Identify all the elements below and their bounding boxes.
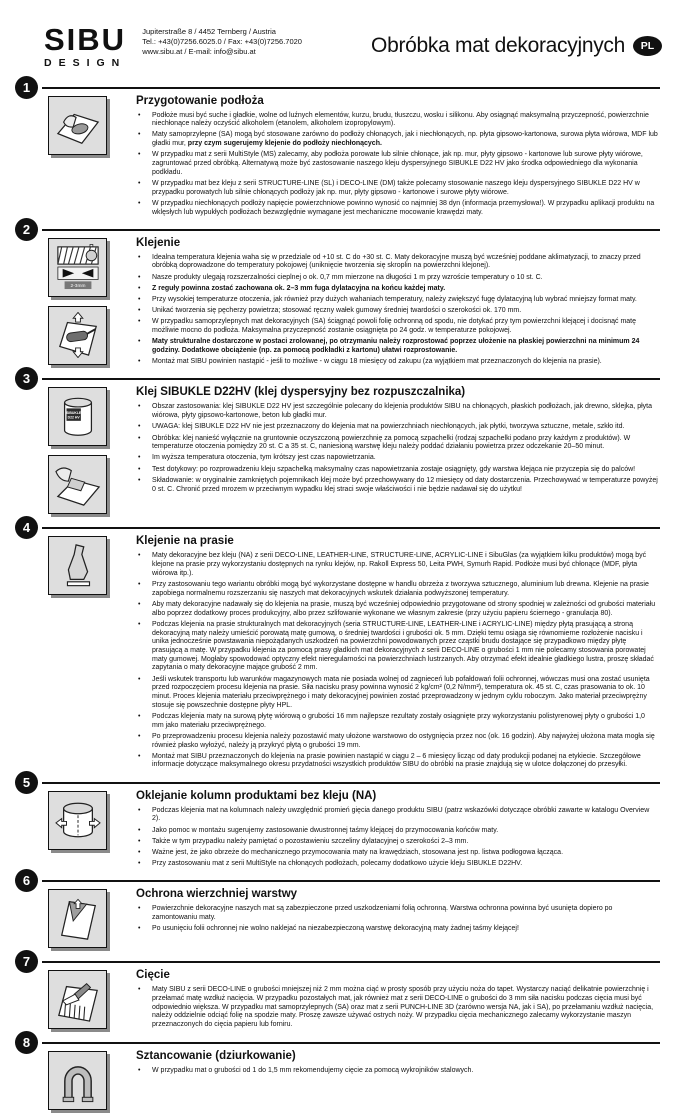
bullet-text: Unikać tworzenia się pęcherzy powietrza; stosować ręczny wałek gumowy średniej twardości o szerokości ok. 170 mm.	[152, 307, 660, 316]
section-number: 3	[15, 367, 38, 390]
bullet-item	[136, 296, 660, 305]
section-number: 1	[15, 76, 38, 99]
section-content	[136, 231, 660, 370]
section-content	[136, 784, 660, 872]
bullet-item	[136, 860, 660, 869]
bullet-text: Powierzchnie dekoracyjne naszych mat są zabezpieczone przed uszkodzeniami folią ochronną. Warstwa ochronna powinna być usunięta dopiero po zamontowaniu maty.	[152, 905, 660, 922]
bullet-item	[136, 358, 660, 367]
section-icons	[42, 963, 136, 1033]
icon-box	[48, 791, 107, 850]
dilatation-gap-thermometer-icon	[55, 244, 101, 290]
bullet-marker: •	[136, 827, 152, 836]
bullet-item	[136, 285, 660, 294]
section-number: 5	[15, 771, 38, 794]
bullet-item	[136, 581, 660, 598]
section-content	[136, 89, 660, 220]
bullet-text: Z reguły powinna zostać zachowana ok. 2–3 mm fuga dylatacyjna na końcu każdej maty.	[152, 285, 660, 294]
bullet-text: Po usunięciu folii ochronnej nie wolno naklejać na niezabezpieczoną warstwę dekoracyjną maty żadnej taśmy klejącej!	[152, 925, 660, 934]
bullet-text: Składowanie: w oryginalnie zamkniętych pojemnikach klej może być przechowywany do 12 miesięcy od daty dostarczenia. Przechowywać w temperaturze powyżej 0 st. C. Chronić przed mrozem w przeciwnym wypadku klej straci swoje właściwości i nie będzie nadawał się do użytku!	[152, 477, 660, 494]
bullet-text: Obróbka: klej nanieść wyłącznie na gruntownie oczyszczoną powierzchnię za pomocą szpachelki (rodzaj szpachelki podano przy każdym z produktów). W temperaturze otoczenia pomiędzy 20 st. C a 35 st. C, naniesioną warstwę kleju należy poddać działaniu powietrza przez odczekanie 20–50 minut.	[152, 435, 660, 452]
bullet-item	[136, 435, 660, 452]
svg-text:D22 HV: D22 HV	[67, 416, 80, 420]
bullet-marker: •	[136, 733, 152, 750]
bullet-item	[136, 986, 660, 1030]
bullet-marker: •	[136, 307, 152, 316]
bullet-text: Maty strukturalne dostarczone w postaci zrolowanej, po otrzymaniu należy rozprostować poprzez ułożenie na płaskiej powierzchni na minimum 24 godziny. Dodatkowe obciążenie (np. za pomocą podkładki z kartonu) ułatwi rozprostowanie.	[152, 338, 660, 355]
bullet-marker: •	[136, 621, 152, 673]
bullet-marker: •	[136, 1067, 152, 1076]
bullet-text: Im wyższa temperatura otoczenia, tym krótszy jest czas napowietrzania.	[152, 454, 660, 463]
bullet-marker: •	[136, 477, 152, 494]
bullet-text: Podczas klejenia maty na surową płytę wiórową o grubości 16 mm najlepsze rezultaty zostały osiągnięte przy wykorzystaniu polistyrenowej płyty o grubości 1,0 mm jako materiału przeciwprężnego.	[152, 713, 660, 730]
section-number: 4	[15, 516, 38, 539]
icon-box	[48, 455, 107, 514]
bullet-item	[136, 338, 660, 355]
bullet-item	[136, 180, 660, 197]
bullet-item	[136, 713, 660, 730]
section-bullets	[136, 552, 660, 770]
icon-box	[48, 970, 107, 1029]
sections	[42, 87, 660, 1114]
bullet-marker: •	[136, 435, 152, 452]
icon-box	[48, 96, 107, 155]
section-bullets	[136, 807, 660, 869]
section	[42, 378, 660, 518]
bullet-text: Podczas klejenia na prasie strukturalnych mat dekoracyjnych (seria STRUCTURE-LINE, LEATHER-LINE i ACRYLIC-LINE) między płytą prasującą a stroną dekoracyjną maty należy umieścić porowatą matę gumową, o średniej twardości i grubości ok. 5 mm. Dzięki temu osiąga się równomierne rozłożenie nacisku i unika jednocześnie powstawania niepożądanych uszkodzeń na powierzchni powodowanych przez cząstki brudu dostające się przypadkowo między płytę prasującą a matę. W przypadku klejenia za pomocą prasy gładkich mat dekoracyjnych z serii DECO-LINE o grubości 1 mm nie polecamy stosowania porowatej maty gumowej. Mogłaby spowodować optyczny efekt nieregularności na powierzchniach lustrzanych. Aby otrzymać efekt idealnie gładkiego lustra, proszę składać zapytania o maty dekoracyjne mające grubość 2 mm.	[152, 621, 660, 673]
bullet-text: W przypadku niechłonących podłoży napięcie powierzchniowe powinno wynosić co najmniej 38 dyn (informacja przemysłowa!). W przypadku aplikacji produktu na wklęsłych lub wypukłych podłożach bezwzględnie wymagane jest mechaniczne mocowanie krawędzi maty.	[152, 200, 660, 217]
glue-press-icon	[55, 543, 101, 589]
icon-box	[48, 1051, 107, 1110]
bullet-text: Aby maty dekoracyjne nadawały się do klejenia na prasie, muszą być wcześniej odpowiednio przygotowane od strony spodniej w zależności od grubości materiału albo poprzez dodatkowy proces produkcyjny, albo przez szlifowanie wykonane we własnym zakresie (przy użyciu papieru ściernego - granulacja 80).	[152, 601, 660, 618]
bullet-item	[136, 131, 660, 148]
bullet-marker: •	[136, 905, 152, 922]
bullet-marker: •	[136, 318, 152, 335]
svg-text:SIBUKLE: SIBUKLE	[66, 411, 82, 415]
section-title: Sztancowanie (dziurkowanie)	[136, 1050, 660, 1062]
bullet-item	[136, 905, 660, 922]
spatula-spreading-icon	[55, 462, 101, 508]
bullet-marker: •	[136, 552, 152, 578]
bullet-text: W przypadku samoprzylepnych mat dekoracyjnych (SA) ściągnąć powoli folię ochronną od spodu, nie dotykać przy tym powierzchni klejącej i docisnąć matę możliwie mocno do podłoża. Maksymalna przyczepność zostanie osiągnięta po 24 godz. w temperaturze pokojowej.	[152, 318, 660, 335]
page-header	[0, 0, 688, 77]
section-title: Ochrona wierzchniej warstwy	[136, 888, 660, 900]
logo-text: SIBU	[44, 24, 126, 55]
bullet-marker: •	[136, 151, 152, 177]
section-bullets	[136, 905, 660, 934]
bullet-item	[136, 753, 660, 770]
bullet-item	[136, 849, 660, 858]
bullet-marker: •	[136, 180, 152, 197]
section-bullets	[136, 403, 660, 494]
section-title: Klejenie	[136, 237, 660, 249]
bullet-text: W przypadku mat o grubości od 1 do 1,5 mm rekomendujemy cięcie za pomocą wykrojników stalowych.	[152, 1067, 660, 1076]
bullet-text: Obszar zastosowania: klej SIBUKLE D22 HV jest szczególnie polecany do klejenia produktów SIBU na chłonących, płaskich podłożach, jak drewno, sklejka, płyta wiórowa, płyty gipsowo-kartonowe, beton lub gładki mur.	[152, 403, 660, 420]
bullet-text: Montaż mat SIBU przeznaczonych do klejenia na prasie powinien nastąpić w ciągu 2 – 6 miesięcy licząc od daty produkcji podanej na etykiecie. Szczegółowe informacje dotyczące maksymalnego okresu przydatności wszystkich produktów SIBU do obróbki na prasie znajdują się w ulotce dołączonej do przesyłki.	[152, 753, 660, 770]
bullet-item	[136, 827, 660, 836]
bullet-text: Maty SIBU z serii DECO-LINE o grubości mniejszej niż 2 mm można ciąć w prosty sposób przy użyciu noża do tapet. Wystarczy naciąć delikatnie powierzchnię i przełamać matę wzdłuż nacięcia. W przypadku pozostałych mat, jak również mat z serii DECO-LINE o grubości do 3 mm siła nacisku podczas cięcia musi być odpowiednio większa. W przypadku mat samoprzylepnych (SA) oraz mat z serii PUNCH-LINE 3D (zarówno wersja NA, jak i SA), po przełamaniu wzdłuż nacięcia, należy oddzielnie odciąć folię na spodzie maty. Proszę zawsze używać ostrych noży. W przypadku cięcia mechanicznego zalecamy wykorzystanie maszyn przeznaczonych do cięcia papieru lub forniru.	[152, 986, 660, 1030]
icon-box	[48, 238, 107, 297]
bullet-item	[136, 1067, 660, 1076]
section-icons	[42, 231, 136, 370]
bullet-marker: •	[136, 274, 152, 283]
glue-can-icon	[55, 394, 101, 440]
bullet-marker: •	[136, 466, 152, 475]
bullet-marker: •	[136, 403, 152, 420]
bullet-text: W przypadku mat bez kleju z serii STRUCTURE-LINE (SL) i DECO-LINE (DM) także polecamy stosowanie naszego kleju dyspersyjnego SIBUKLE D22 HV w przypadku porowatych lub silnie chłonących podłoży jak np. mur, płyty gipsowo - kartonowe i surowe płyty wiórowe.	[152, 180, 660, 197]
section-title: Klej SIBUKLE D22HV (klej dyspersyjny bez rozpuszczalnika)	[136, 386, 660, 398]
bullet-item	[136, 601, 660, 618]
bullet-text: W przypadku mat z serii MultiStyle (MS) zalecamy, aby podłoża porowate lub silnie chłonące, jak np. mur, płyty gipsowo - kartonowe lub surowe płyty wiórowe, zagruntować przed obróbką. Alternatywą może być zastosowanie naszego kleju dyspersyjnego SIBUKLE D22 HV jako środka odpowiedniego dla wykonania podkładu.	[152, 151, 660, 177]
bullet-item	[136, 254, 660, 271]
bullet-item	[136, 307, 660, 316]
bullet-text: Przy zastosowaniu mat z serii MultiStyle na chłonących podłożach, polecamy dodatkowo użycie kleju SIBUKLE D22HV.	[152, 860, 660, 869]
section-number: 8	[15, 1031, 38, 1054]
address-line: Tel.: +43(0)7256.6025.0 / Fax: +43(0)7256.7020	[142, 37, 302, 47]
bullet-text: Montaż mat SIBU powinien nastąpić - jeśli to możliwe - w ciągu 18 miesięcy od zakupu (za wyjątkiem mat przeznaczonych do klejenia na prasie).	[152, 358, 660, 367]
bullet-marker: •	[136, 112, 152, 129]
section	[42, 229, 660, 370]
column-wrap-icon	[55, 797, 101, 843]
bullet-text: Jako pomoc w montażu sugerujemy zastosowanie dwustronnej taśmy klejącej do przymocowania końców maty.	[152, 827, 660, 836]
bullet-item	[136, 807, 660, 824]
icon-box	[48, 536, 107, 595]
svg-text:2-3mm: 2-3mm	[70, 283, 85, 289]
bullet-text: Test dotykowy: po rozprowadzeniu kleju szpachelką maksymalny czas napowietrzania zostaje osiągnięty, gdy warstwa klejąca nie przyczepia się do palców!	[152, 466, 660, 475]
bullet-item	[136, 676, 660, 711]
section-icons	[42, 882, 136, 952]
bullet-marker: •	[136, 753, 152, 770]
bullet-item	[136, 925, 660, 934]
bullet-marker: •	[136, 254, 152, 271]
section-bullets	[136, 986, 660, 1030]
icon-box	[48, 387, 107, 446]
section-content	[136, 380, 660, 518]
bullet-marker: •	[136, 296, 152, 305]
bullet-marker: •	[136, 200, 152, 217]
section-title: Przygotowanie podłoża	[136, 95, 660, 107]
section	[42, 961, 660, 1033]
section	[42, 1042, 660, 1114]
bullet-marker: •	[136, 131, 152, 148]
bullet-marker: •	[136, 358, 152, 367]
bullet-marker: •	[136, 713, 152, 730]
company-address	[142, 24, 302, 57]
section-bullets	[136, 112, 660, 218]
bullet-marker: •	[136, 849, 152, 858]
bullet-marker: •	[136, 838, 152, 847]
bullet-text: Podłoże musi być suche i gładkie, wolne od luźnych elementów, kurzu, brudu, tłuszczu, wosku i silikonu. Aby osiągnąć maksymalną przyczepność, powierzchnie niechłonące należy oczyścić alkoholem (etanolem, alkoholem izopropylowym).	[152, 112, 660, 129]
bullet-marker: •	[136, 338, 152, 355]
language-badge: PL	[633, 36, 662, 56]
section-content	[136, 963, 660, 1033]
bullet-item	[136, 733, 660, 750]
bullet-marker: •	[136, 581, 152, 598]
bullet-item	[136, 112, 660, 129]
cutting-knife-icon	[55, 977, 101, 1023]
bullet-marker: •	[136, 676, 152, 711]
bullet-marker: •	[136, 601, 152, 618]
bullet-marker: •	[136, 423, 152, 432]
icon-box	[48, 306, 107, 365]
section-content	[136, 882, 660, 952]
section-number: 6	[15, 869, 38, 892]
section-icons	[42, 784, 136, 872]
bullet-marker: •	[136, 860, 152, 869]
sibu-logo	[44, 24, 126, 69]
section-bullets	[136, 1067, 660, 1076]
section	[42, 527, 660, 772]
bullet-text: Nasze produkty ulegają rozszerzalności cieplnej o ok. 0,7 mm mierzone na długości 1 m przy wzroście temperatury o 10 st. C.	[152, 274, 660, 283]
logo-subtext: DESIGN	[44, 58, 126, 69]
section-content	[136, 529, 660, 772]
section-number: 2	[15, 218, 38, 241]
bullet-text: Idealna temperatura klejenia waha się w przedziale od +10 st. C do +30 st. C. Maty dekoracyjne muszą być wcześniej poddane aklimatyzacji, to znaczy przed obróbką doprowadzone do temperatury pokojowej (uniknięcie tworzenia się skroplin na powierzchni klejonej).	[152, 254, 660, 271]
section-title: Oklejanie kolumn produktami bez kleju (NA)	[136, 790, 660, 802]
bullet-item	[136, 151, 660, 177]
bullet-marker: •	[136, 925, 152, 934]
bullet-text: Ważne jest, że jako obrzeże do mechanicznego przymocowania maty na krawędziach, stosowana jest np. listwa podłogowa łącząca.	[152, 849, 660, 858]
bullet-text: Maty dekoracyjne bez kleju (NA) z serii DECO-LINE, LEATHER-LINE, STRUCTURE-LINE, ACRYLIC-LINE i SibuGlas (za wyjątkiem kilku produktów) mogą być klejone na prasie przy wykorzystaniu dostępnych na rynku klejów, np. Rakoll Express 50, Leita PWH, Symurh Rapid. Podłoże musi być chłonące (MDF, płyta wiórowa itp.).	[152, 552, 660, 578]
bullet-item	[136, 454, 660, 463]
bullet-item	[136, 477, 660, 494]
address-line: Jupiterstraße 8 / 4452 Ternberg / Austria	[142, 27, 302, 37]
bullet-item	[136, 423, 660, 432]
bullet-item	[136, 621, 660, 673]
rubber-roller-icon	[55, 312, 101, 358]
bullet-item	[136, 318, 660, 335]
section-bullets	[136, 254, 660, 367]
bullet-marker: •	[136, 454, 152, 463]
bullet-text: Podczas klejenia mat na kolumnach należy uwzględnić promień gięcia danego produktu SIBU (patrz wskazówki dotyczące obróbki zawarte w katalogu Overview 2).	[152, 807, 660, 824]
section-content	[136, 1044, 660, 1114]
section	[42, 880, 660, 952]
title-area	[371, 24, 662, 58]
bullet-marker: •	[136, 807, 152, 824]
bullet-item	[136, 838, 660, 847]
bullet-item	[136, 552, 660, 578]
hand-wiping-icon	[55, 102, 101, 148]
section-title: Cięcie	[136, 969, 660, 981]
bullet-marker: •	[136, 285, 152, 294]
bullet-text: Jeśli wskutek transportu lub warunków magazynowych mata nie posiada wolnej od zagnieceń lub pofałdowań folii ochronnej, wówczas musi ona zostać usunięta przed rozpoczęciem procesu klejenia na prasie. Siła nacisku prasy powinna wynosić 2 kg/cm² (0,2 N/mm²), temperatura ok. 45 st. C, czas prasowania to ok. 10 minut. Proces klejenia materiału przeciwprężnego i maty dekoracyjnej powinien zostać przeprowadzony w jednym cyklu roboczym. Jako materiał przeciwprężny stosuje się powszechnie dostępne płyty HPL.	[152, 676, 660, 711]
section-number: 7	[15, 950, 38, 973]
section-icons	[42, 89, 136, 220]
section-icons	[42, 380, 136, 518]
bullet-marker: •	[136, 986, 152, 1030]
bullet-text: Maty samoprzylepne (SA) mogą być stosowane zarówno do podłoży chłonących, jak i niechłonących, np. płyta gipsowo-kartonowa, surowa płyta wiórowa, MDF lub gładki mur, przy czym sugerujemy klejenie do podłoży niechłonących.	[152, 131, 660, 148]
section-title: Klejenie na prasie	[136, 535, 660, 547]
bullet-item	[136, 466, 660, 475]
bullet-text: UWAGA: klej SIBUKLE D22 HV nie jest przeznaczony do klejenia mat na powierzchniach niechłonących, jak płytki, tworzywa sztuczne, metale, szkło itd.	[152, 423, 660, 432]
bullet-text: Przy zastosowaniu tego wariantu obróbki mogą być wykorzystane dostępne w handlu obrzeża z tworzywa sztucznego, aluminium lub drewna. Klejenie na prasie zapobiega normalnemu rozszerzaniu się naszych mat dekoracyjnych wskutek działania podwyższonej temperatury.	[152, 581, 660, 598]
bullet-text: Także w tym przypadku należy pamiętać o pozostawieniu szczeliny dylatacyjnej o szerokości 2–3 mm.	[152, 838, 660, 847]
bullet-item	[136, 274, 660, 283]
section-icons	[42, 529, 136, 772]
icon-box	[48, 889, 107, 948]
address-line: www.sibu.at / E-mail: info@sibu.at	[142, 47, 302, 57]
section	[42, 782, 660, 872]
peel-protective-film-icon	[55, 896, 101, 942]
bullet-item	[136, 200, 660, 217]
bullet-text: Po przeprowadzeniu procesu klejenia należy pozostawić maty ułożone warstwowo do ostygnięcia przez noc (ok. 16 godzin). Aby najwyżej ułożona mata mogła się również płasko wyłożyć, należy ją przykryć płytą o grubości 19 mm.	[152, 733, 660, 750]
bullet-text: Przy wysokiej temperaturze otoczenia, jak również przy dużych wahaniach temperatury, należy zwiększyć fugę dylatacyjną lub wybrać mniejszy format maty.	[152, 296, 660, 305]
bullet-item	[136, 403, 660, 420]
section	[42, 87, 660, 220]
punch-die-icon	[55, 1058, 101, 1104]
page-title: Obróbka mat dekoracyjnych	[371, 34, 625, 58]
section-icons	[42, 1044, 136, 1114]
